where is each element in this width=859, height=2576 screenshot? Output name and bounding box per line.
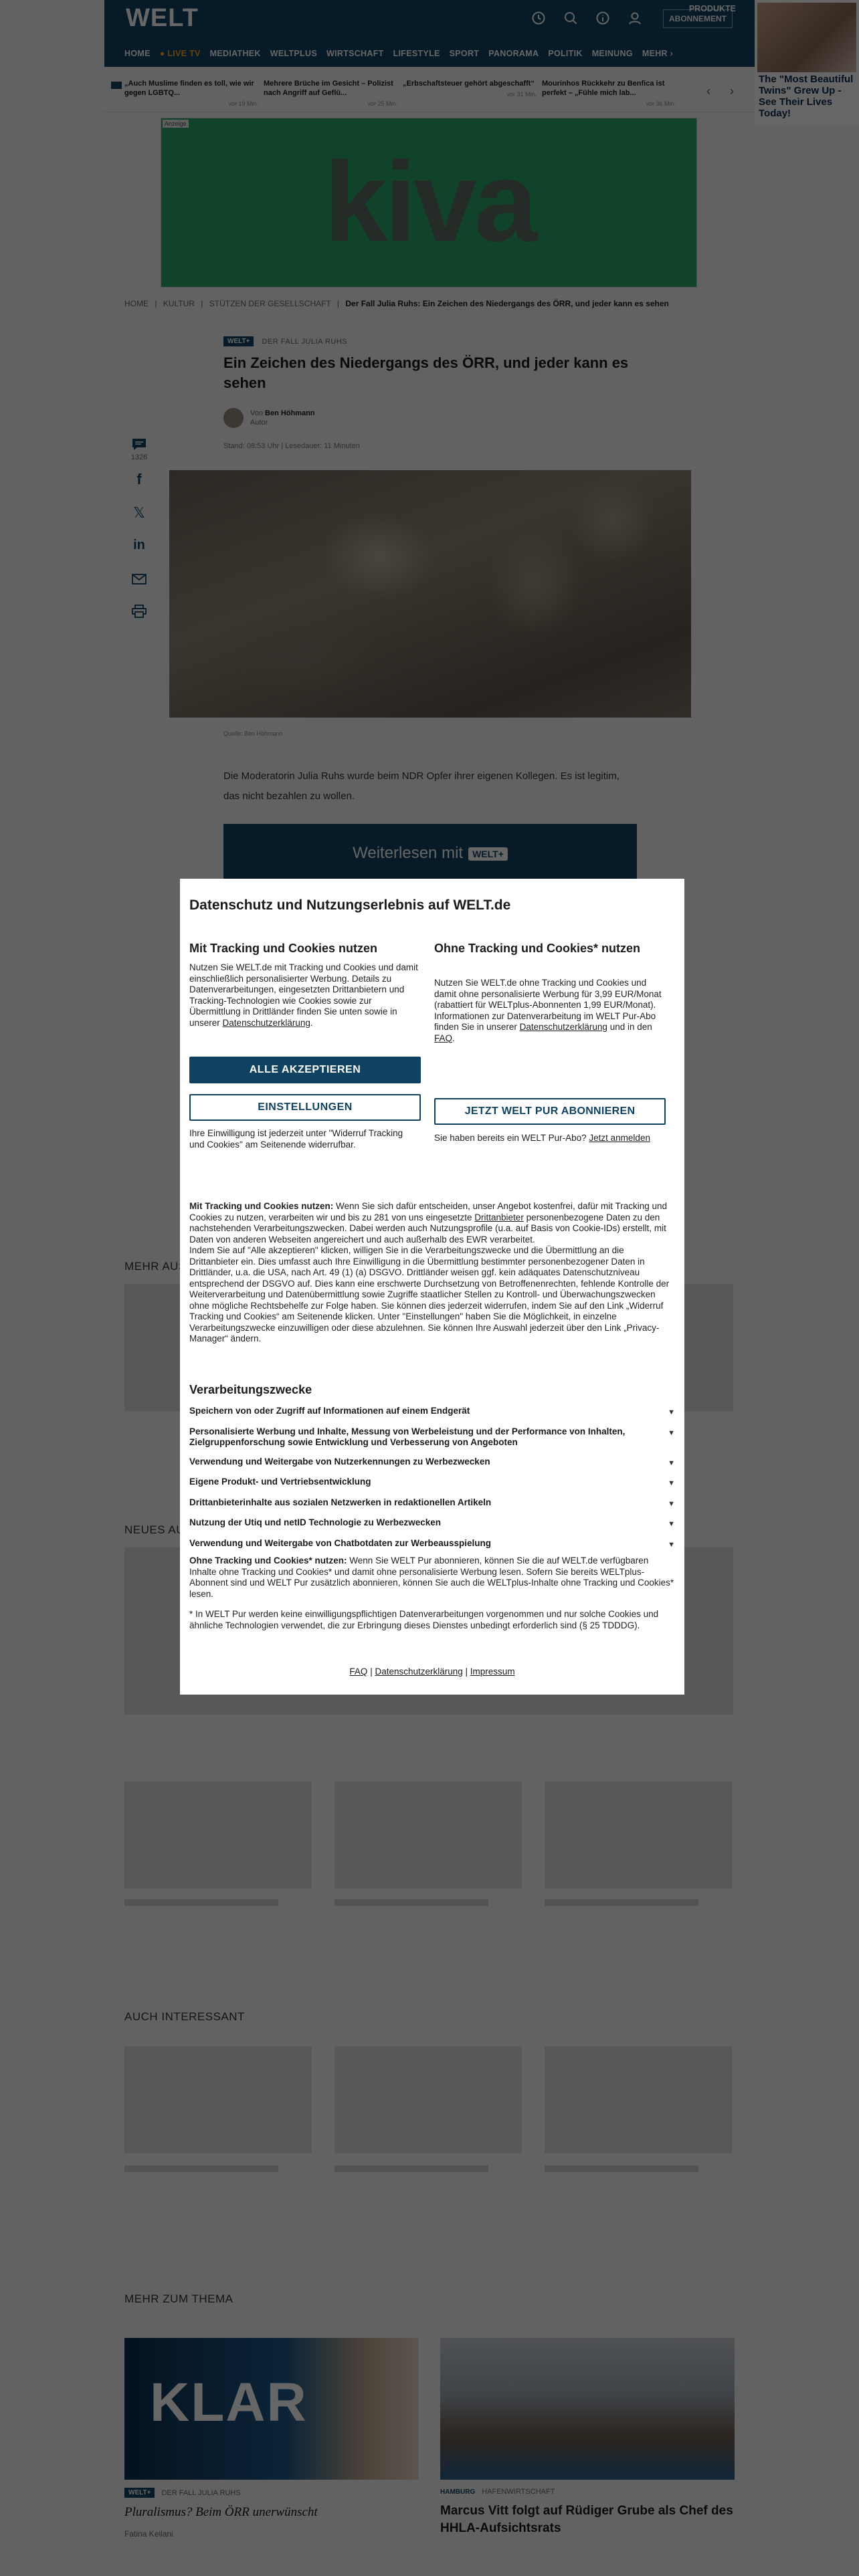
consent-footnote: * In WELT Pur werden keine einwilligungspflichtigen Datenverarbeitungen vorgenommen und nur solche Cookies und ähnliche Technologien verwendet, die zur Erbringung dieses Dienstes unbedingt erforderlich sind (§ 25 TDDDG). — [189, 1609, 659, 1630]
consent-dialog — [180, 879, 684, 1695]
bottom-lead: Ohne Tracking und Cookies* nutzen: — [189, 1555, 347, 1566]
tracking-text: Nutzen Sie WELT.de mit Tracking und Cookies und damit einschließlich personalisierter Werbung. Details zu Datenverarbeitungen, eingesetzten Drittanbietern und Tracking-Technologien wie Cookies sowie zur Übermittlung in Drittländer finden Sie unten sowie in unserer Datenschutzerklärung. — [189, 962, 418, 1028]
purpose-item[interactable] — [189, 1517, 675, 1530]
purpose-item[interactable] — [189, 1477, 675, 1489]
purposes-heading: Verarbeitungszwecke — [189, 1383, 312, 1396]
consent-body-lead: Mit Tracking und Cookies nutzen: — [189, 1201, 334, 1211]
consent-body — [189, 1201, 675, 1345]
purpose-label: Speichern von oder Zugriff auf Informationen auf einem Endgerät — [189, 1406, 470, 1416]
chevron-down-icon: ▼ — [668, 1520, 675, 1528]
chevron-down-icon: ▼ — [668, 1408, 675, 1416]
consent-body-text: Wenn Sie sich dafür entscheiden, unser Angebot kostenfrei, dafür mit Tracking und Cookies zu nutzen, verarbeiten wir und bis zu 281 von uns eingesetzte — [189, 1201, 668, 1222]
withdraw-note: Ihre Einwilligung ist jederzeit unter "Widerruf Tracking und Cookies" am Seitenende widerrufbar. — [189, 1128, 403, 1150]
pur-heading: Ohne Tracking und Cookies* nutzen — [434, 942, 641, 955]
chevron-down-icon: ▼ — [668, 1459, 675, 1467]
purpose-label: Nutzung der Utiq und netID Technologie zu Werbezwecken — [189, 1517, 442, 1527]
faq-link[interactable]: FAQ — [349, 1667, 368, 1677]
tracking-heading: Mit Tracking und Cookies nutzen — [189, 942, 378, 955]
consent-title: Datenschutz und Nutzungserlebnis auf WELT.de — [189, 897, 511, 913]
purpose-item[interactable] — [189, 1406, 675, 1418]
pur-text-body: Nutzen Sie WELT.de ohne Tracking und Cookies und damit ohne personalisierte Werbung für 3,99 EUR/Monat (rabattiert für WELTplus-Abonnenten 1,99 EUR/Monat). Informationen zur Datenverarbeitung im WELT Pur-Abo finden Sie in unserer — [434, 978, 662, 1032]
privacy-footer-link[interactable]: Datenschutzerklärung — [375, 1667, 463, 1677]
settings-button[interactable]: EINSTELLUNGEN — [189, 1094, 421, 1121]
consent-body-text3: Indem Sie auf "Alle akzeptieren" klicken, willigen Sie in die Verarbeitungszwecke und die Übermittlung an die Drittanbieter ein. Dies umfasst auch Ihre Einwilligung in die Übermittlung bestimmter personenbezogener Daten in Drittländer, u.a. die USA, nach Art. 49 (1) (a) DSGVO. Drittländer weisen ggf. kein adäquates Datenschutzniveau entsprechend der DSGVO auf. Dies kann eine erschwerte Durchsetzung von Betroffenenrechten, fehlende Kontrolle der Weiterverarbeitung und Datenübermittlung sowie Zugriffe staatlicher Stellen zu Kontroll- und Überwachungszwecken ohne mögliche Rechtsbehelfe zur Folge haben. Sie können dies jederzeit widerrufen, indem Sie auf den Link „Widerruf Tracking und Cookies“ am Seitenende klicken. Unter "Einstellungen" haben Sie die Möglichkeit, in einzelne Verarbeitungszwecke einzuwilligen oder diese abzulehnen. Sie können Ihre Auswahl jederzeit über den Link „Privacy-Manager“ ändern. — [189, 1245, 670, 1344]
pur-text-mid: und in den — [609, 1022, 652, 1032]
third-party-link[interactable]: Drittanbieter — [474, 1212, 524, 1222]
consent-body-text2: personenbezogene Daten zu den nachstehenden Verarbeitungszwecken. Dabei werden auch Nutzungsprofile (u.a. auf Basis von Cookie-IDs) erstellt, mit Daten von anderen Webseiten angereichert und auch außerhalb des EWR verarbeitet. — [189, 1212, 666, 1245]
purposes-list — [189, 1406, 675, 1558]
purpose-item[interactable] — [189, 1497, 675, 1510]
pur-text: Nutzen Sie WELT.de ohne Tracking und Cookies und damit ohne personalisierte Werbung für 3,99 EUR/Monat (rabattiert für WELTplus-Abonnenten 1,99 EUR/Monat). Informationen zur Datenverarbeitung im WELT Pur-Abo finden Sie in unserer Datenschutzerklärung und in den FAQ. — [434, 978, 662, 1043]
privacy-link[interactable]: Datenschutzerklärung — [222, 1017, 310, 1028]
purpose-label: Verwendung und Weitergabe von Chatbotdaten zur Werbeausspielung — [189, 1537, 492, 1548]
purpose-label: Drittanbieterinhalte aus sozialen Netzwerken in redaktionellen Artikeln — [189, 1497, 492, 1507]
pur-privacy-link[interactable]: Datenschutzerklärung — [519, 1022, 607, 1032]
purpose-label: Eigene Produkt- und Vertriebsentwicklung — [189, 1477, 371, 1487]
chevron-down-icon: ▼ — [668, 1540, 675, 1549]
consent-footer-links: FAQ | Datenschutzerklärung | Impressum — [349, 1667, 515, 1677]
purpose-label: Verwendung und Weitergabe von Nutzerkennungen zu Werbezwecken — [189, 1456, 490, 1467]
bottom-text: Wenn Sie WELT Pur abonnieren, können Sie die auf WELT.de verfügbaren Inhalte ohne Tracking und Cookies* und damit ohne personalisierte Werbung lesen. Sofern Sie bereits WELTplus-Abonnent sind und WELT Pur zusätzlich abonnieren, können Sie auch die WELTplus-Inhalte ohne Tracking und Cookies* lesen. — [189, 1555, 674, 1599]
purpose-label: Personalisierte Werbung und Inhalte, Messung von Werbeleistung und der Performance von Inhalten, Zielgruppenforschung sowie Entwicklung und Verbesserung von Angeboten — [189, 1426, 626, 1447]
pur-login-link[interactable]: Jetzt anmelden — [589, 1133, 650, 1143]
pur-faq-link[interactable]: FAQ — [434, 1033, 453, 1043]
tracking-text-body: Nutzen Sie WELT.de mit Tracking und Cookies und damit einschließlich personalisierter Werbung. Details zu Datenverarbeitungen, eingesetzten Drittanbietern und Tracking-Technologien wie Cookies sowie zur Übermittlung in Drittländer finden Sie unten sowie in unserer — [189, 962, 418, 1028]
chevron-down-icon: ▼ — [668, 1499, 675, 1508]
chevron-down-icon: ▼ — [668, 1479, 675, 1487]
purpose-item[interactable] — [189, 1426, 675, 1448]
subscribe-pur-button[interactable]: JETZT WELT PUR ABONNIEREN — [434, 1098, 666, 1125]
accept-all-button[interactable]: ALLE AKZEPTIEREN — [189, 1057, 421, 1083]
consent-bottom — [189, 1555, 675, 1631]
chevron-down-icon: ▼ — [668, 1428, 675, 1437]
impressum-link[interactable]: Impressum — [470, 1667, 515, 1677]
purpose-item[interactable] — [189, 1457, 675, 1469]
pur-login-text: Sie haben bereits ein WELT Pur-Abo? — [434, 1133, 587, 1143]
purpose-item[interactable] — [189, 1538, 675, 1551]
pur-login-note — [434, 1133, 662, 1144]
